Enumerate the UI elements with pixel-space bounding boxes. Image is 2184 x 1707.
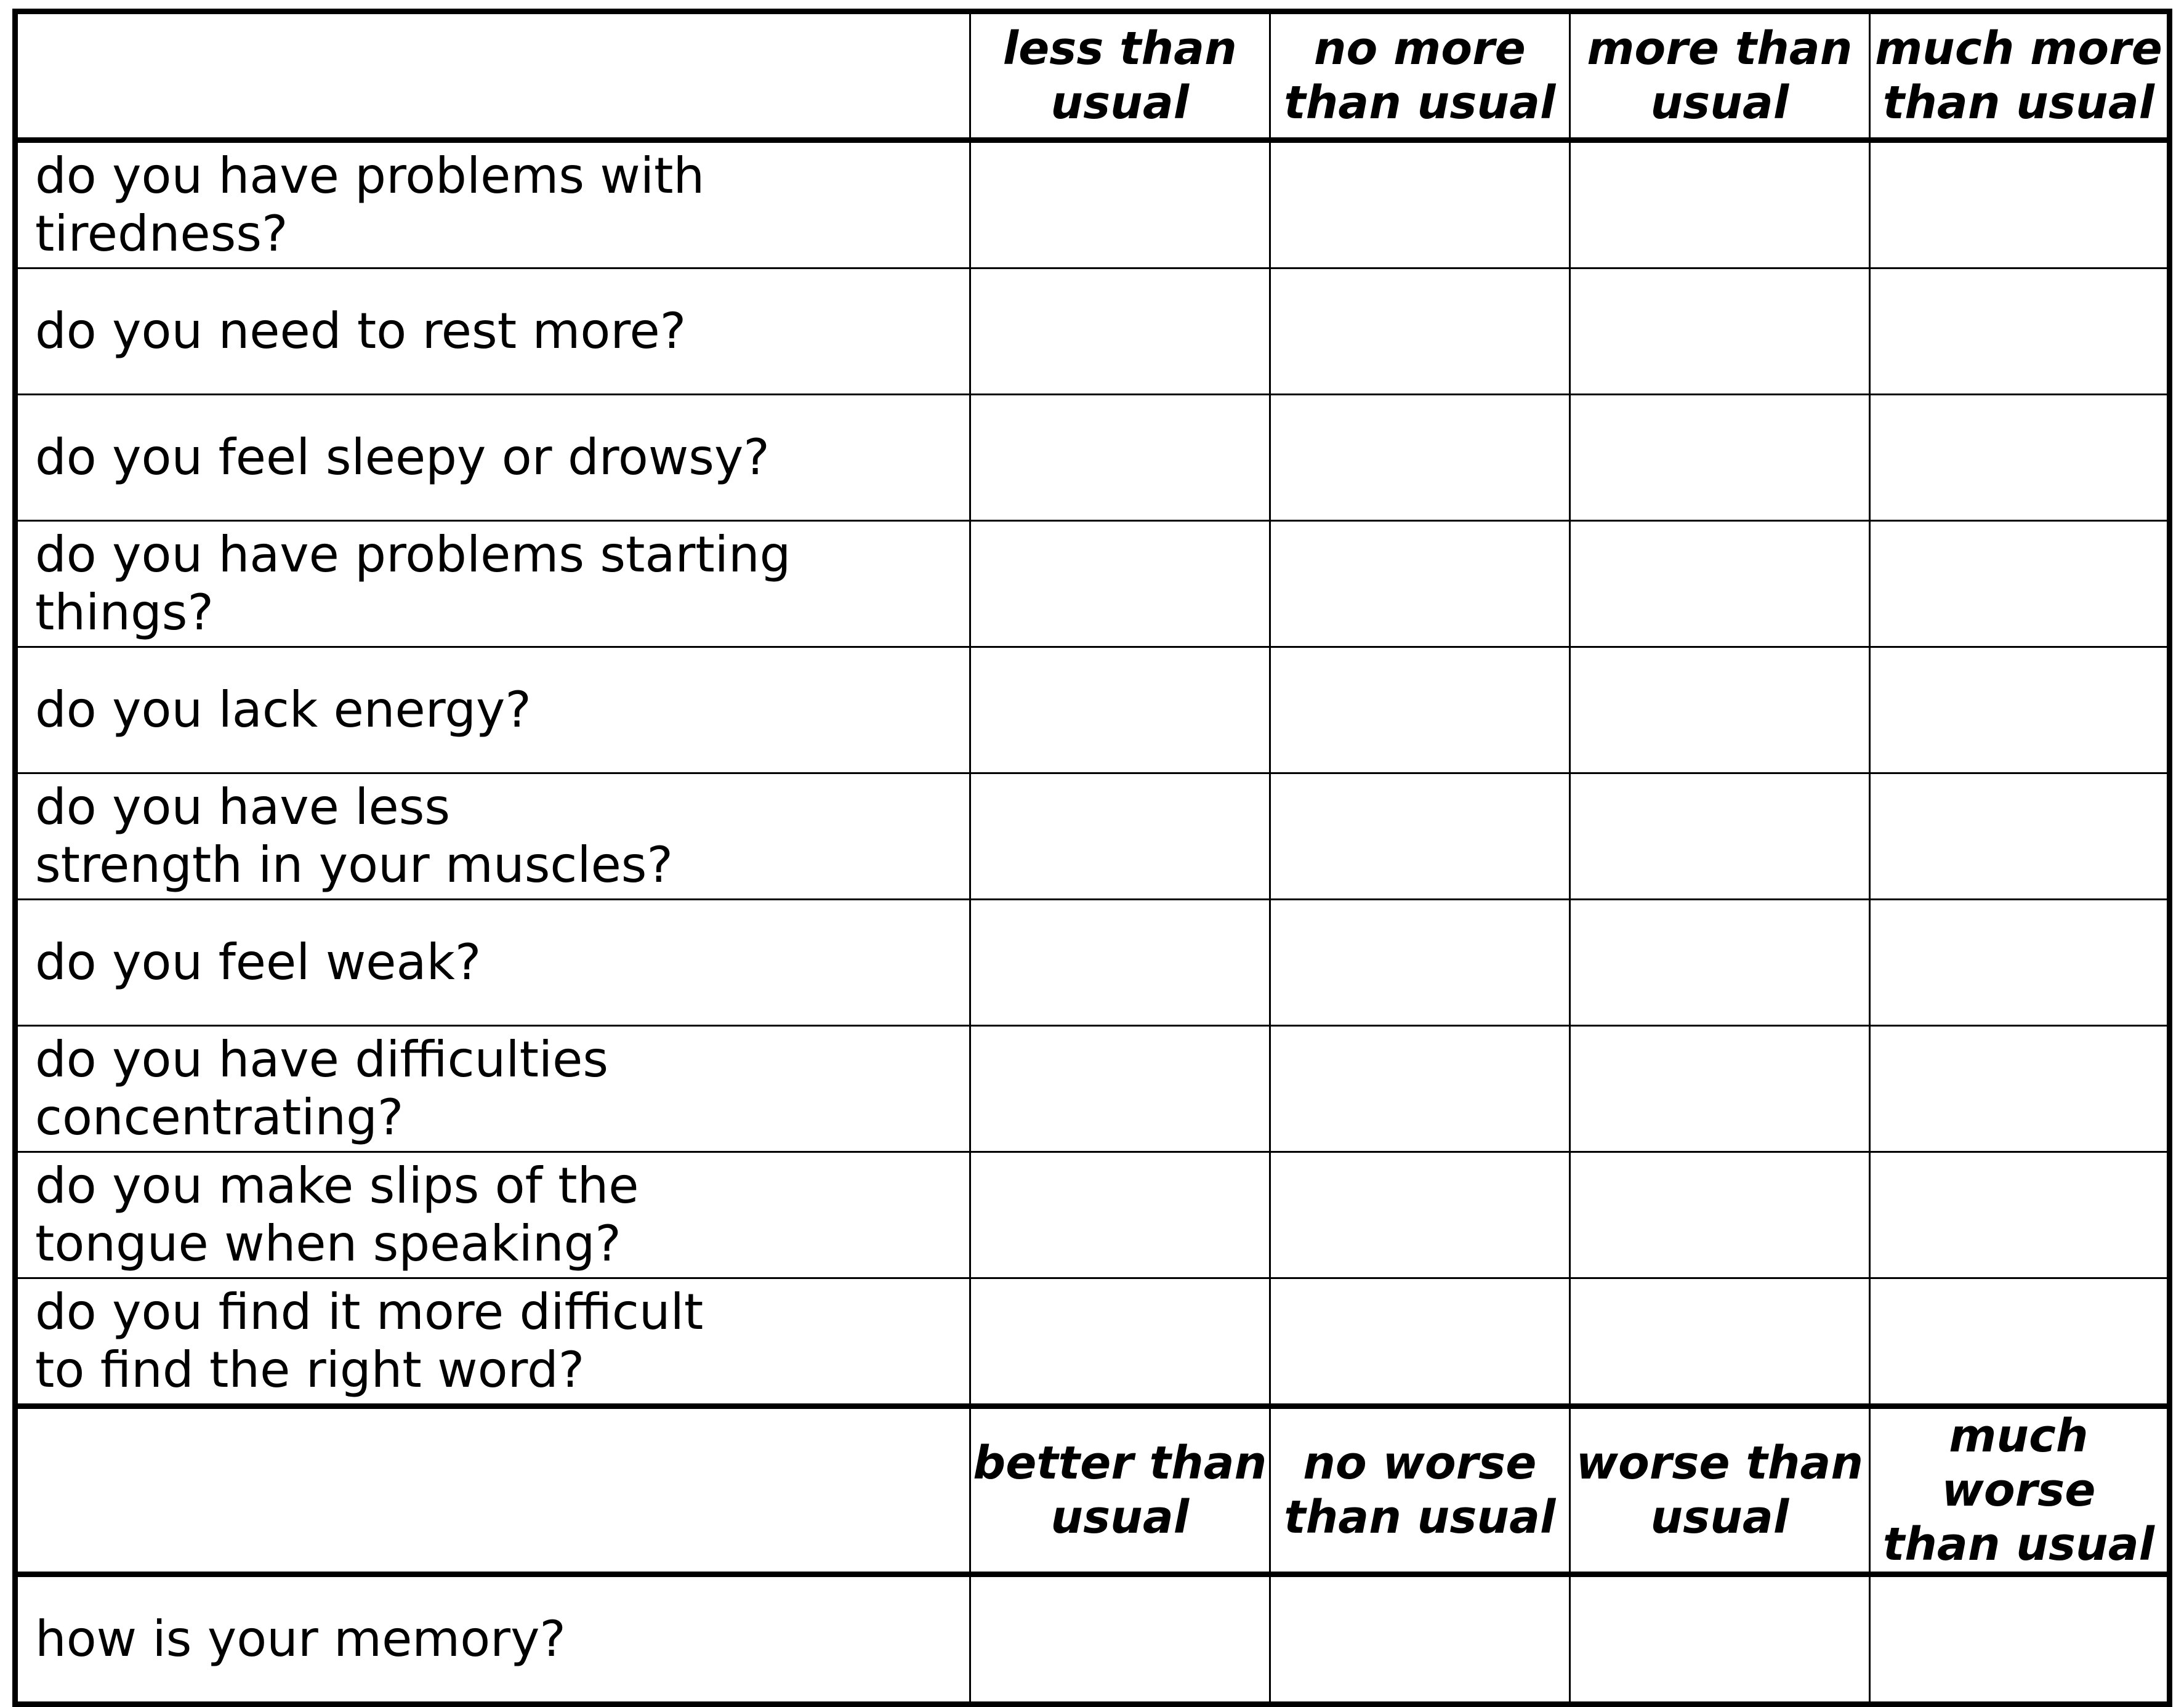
question-row-energy <box>15 647 2170 773</box>
header-no-more-than-usual: no more than usual <box>1270 12 1569 140</box>
quality-header-row <box>15 1406 2170 1575</box>
answer-cell-less-than-usual[interactable] <box>970 1026 1270 1152</box>
header-worse-than-usual: worse than usual <box>1569 1406 1869 1575</box>
answer-cell-more-than-usual[interactable] <box>1569 268 1869 395</box>
question-text: do you need to rest more? <box>15 268 970 395</box>
answer-cell-much-more-than-usual[interactable] <box>1869 647 2169 773</box>
header-better-than-usual: better than usual <box>970 1406 1270 1575</box>
answer-cell-much-more-than-usual[interactable] <box>1869 395 2169 521</box>
answer-cell-more-than-usual[interactable] <box>1569 1152 1869 1278</box>
answer-cell-much-more-than-usual[interactable] <box>1869 140 2169 268</box>
answer-cell-more-than-usual[interactable] <box>1569 521 1869 647</box>
answer-cell-less-than-usual[interactable] <box>970 268 1270 395</box>
header-much-worse-than-usual: much worse than usual <box>1869 1406 2169 1575</box>
answer-cell-more-than-usual[interactable] <box>1569 140 1869 268</box>
answer-cell-less-than-usual[interactable] <box>970 1278 1270 1406</box>
question-row-starting-things <box>15 521 2170 647</box>
answer-cell-no-more-than-usual[interactable] <box>1270 773 1569 900</box>
answer-cell-more-than-usual[interactable] <box>1569 900 1869 1026</box>
answer-cell-more-than-usual[interactable] <box>1569 395 1869 521</box>
question-text: do you have less strength in your muscles? <box>15 773 970 900</box>
answer-cell-much-more-than-usual[interactable] <box>1869 1278 2169 1406</box>
answer-cell-much-more-than-usual[interactable] <box>1869 900 2169 1026</box>
question-text: how is your memory? <box>15 1575 970 1705</box>
answer-cell-no-more-than-usual[interactable] <box>1270 521 1569 647</box>
answer-cell-worse-than-usual[interactable] <box>1569 1575 1869 1705</box>
question-text: do you lack energy? <box>15 647 970 773</box>
answer-cell-no-more-than-usual[interactable] <box>1270 268 1569 395</box>
answer-cell-better-than-usual[interactable] <box>970 1575 1270 1705</box>
answer-cell-much-more-than-usual[interactable] <box>1869 773 2169 900</box>
header-blank-cell <box>15 1406 970 1575</box>
answer-cell-less-than-usual[interactable] <box>970 140 1270 268</box>
answer-cell-no-more-than-usual[interactable] <box>1270 900 1569 1026</box>
question-text: do you have problems with tiredness? <box>15 140 970 268</box>
answer-cell-much-more-than-usual[interactable] <box>1869 1026 2169 1152</box>
answer-cell-less-than-usual[interactable] <box>970 773 1270 900</box>
question-row-memory <box>15 1575 2170 1705</box>
answer-cell-much-more-than-usual[interactable] <box>1869 268 2169 395</box>
answer-cell-much-more-than-usual[interactable] <box>1869 521 2169 647</box>
questionnaire-table <box>12 9 2172 1707</box>
header-more-than-usual: more than usual <box>1569 12 1869 140</box>
question-row-muscle-strength <box>15 773 2170 900</box>
answer-cell-no-more-than-usual[interactable] <box>1270 395 1569 521</box>
question-row-right-word <box>15 1278 2170 1406</box>
question-row-tiredness <box>15 140 2170 268</box>
answer-cell-more-than-usual[interactable] <box>1569 1278 1869 1406</box>
question-row-rest <box>15 268 2170 395</box>
answer-cell-no-more-than-usual[interactable] <box>1270 647 1569 773</box>
answer-cell-more-than-usual[interactable] <box>1569 773 1869 900</box>
header-no-worse-than-usual: no worse than usual <box>1270 1406 1569 1575</box>
answer-cell-less-than-usual[interactable] <box>970 395 1270 521</box>
question-text: do you have problems starting things? <box>15 521 970 647</box>
answer-cell-less-than-usual[interactable] <box>970 521 1270 647</box>
question-row-sleepy <box>15 395 2170 521</box>
question-row-slips-of-tongue <box>15 1152 2170 1278</box>
question-row-concentrating <box>15 1026 2170 1152</box>
frequency-header-row <box>15 12 2170 140</box>
question-text: do you have difficulties concentrating? <box>15 1026 970 1152</box>
question-text: do you find it more difficult to find the right word? <box>15 1278 970 1406</box>
answer-cell-no-more-than-usual[interactable] <box>1270 1278 1569 1406</box>
question-text: do you make slips of the tongue when speaking? <box>15 1152 970 1278</box>
answer-cell-no-worse-than-usual[interactable] <box>1270 1575 1569 1705</box>
question-text: do you feel weak? <box>15 900 970 1026</box>
answer-cell-less-than-usual[interactable] <box>970 1152 1270 1278</box>
answer-cell-no-more-than-usual[interactable] <box>1270 140 1569 268</box>
answer-cell-more-than-usual[interactable] <box>1569 647 1869 773</box>
answer-cell-no-more-than-usual[interactable] <box>1270 1152 1569 1278</box>
header-much-more-than-usual: much more than usual <box>1869 12 2169 140</box>
header-blank-cell <box>15 12 970 140</box>
question-row-weak <box>15 900 2170 1026</box>
answer-cell-no-more-than-usual[interactable] <box>1270 1026 1569 1152</box>
answer-cell-much-more-than-usual[interactable] <box>1869 1152 2169 1278</box>
answer-cell-more-than-usual[interactable] <box>1569 1026 1869 1152</box>
answer-cell-much-worse-than-usual[interactable] <box>1869 1575 2169 1705</box>
answer-cell-less-than-usual[interactable] <box>970 900 1270 1026</box>
answer-cell-less-than-usual[interactable] <box>970 647 1270 773</box>
header-less-than-usual: less than usual <box>970 12 1270 140</box>
question-text: do you feel sleepy or drowsy? <box>15 395 970 521</box>
